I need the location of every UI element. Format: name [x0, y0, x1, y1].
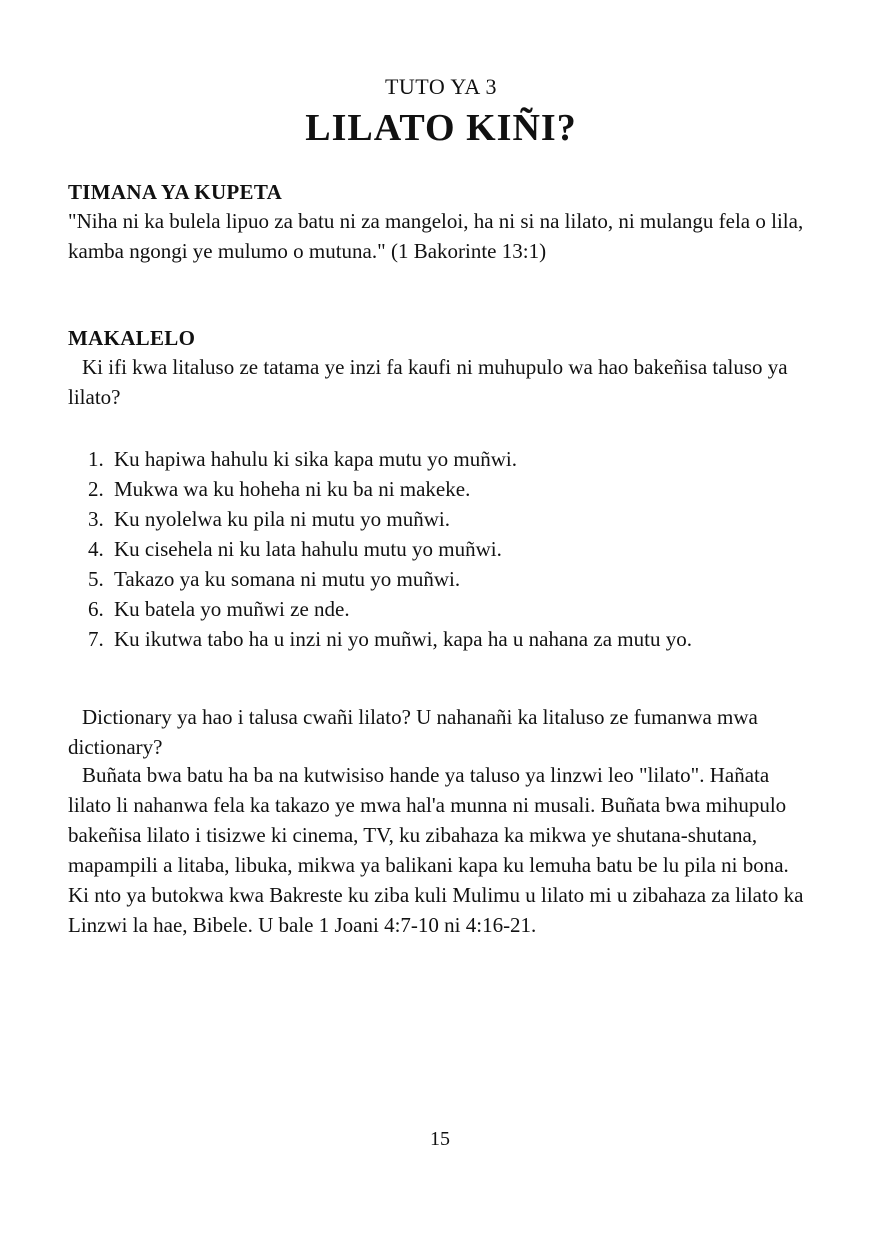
list-item-text: Ku batela yo muñwi ze nde.	[114, 597, 350, 621]
list-item	[88, 564, 728, 594]
list-item	[88, 444, 728, 474]
list-item-number: 7.	[88, 627, 104, 651]
page-number: 15	[430, 1128, 450, 1150]
list-item-number: 2.	[88, 477, 104, 501]
list-item-number: 4.	[88, 537, 104, 561]
list-item-text: Ku hapiwa hahulu ki sika kapa mutu yo muñwi.	[114, 447, 518, 471]
list-item-text: Ku cisehela ni ku lata hahulu mutu yo muñwi.	[114, 537, 502, 561]
list-item	[88, 504, 728, 534]
dictionary-question: Dictionary ya hao i talusa cwañi lilato? U nahanañi ka litaluso ze fumanwa mwa dictionary?	[68, 705, 758, 759]
list-item	[88, 594, 728, 624]
list-item-text: Takazo ya ku somana ni mutu yo muñwi.	[114, 567, 461, 591]
closing-paragraph: Buñata bwa batu ha ba na kutwisiso hande ya taluso ya linzwi leo "lilato". Hañata lilato li nahanwa fela ka takazo ye mwa hal'a munna ni musali. Buñata bwa mihupulo bakeñisa lilato i tisizwe ki cinema, TV, ku zibahaza ka mikwa ye shutana-shutana, mapampili a litaba, libuka, mikwa ya balikani kapa ku lemuha batu be lu pila ni bona. Ki nto ya butokwa kwa Bakreste ku ziba kuli Mulimu u lilato mi u zibahaza za lilato ka Linzwi la hae, Bibele. U bale 1 Joani 4:7-10 ni 4:16-21.	[68, 763, 804, 937]
lesson-title: LILATO KIÑI?	[305, 107, 577, 149]
list-item-number: 5.	[88, 567, 104, 591]
list-item-text: Ku nyolelwa ku pila ni mutu yo muñwi.	[114, 507, 450, 531]
lesson-label: TUTO YA 3	[384, 74, 498, 99]
list-item-number: 3.	[88, 507, 104, 531]
definition-list	[88, 444, 728, 654]
list-item-number: 6.	[88, 597, 104, 621]
list-item-text: Ku ikutwa tabo ha u inzi ni yo muñwi, kapa ha u nahana za mutu yo.	[114, 627, 692, 651]
memory-verse-text: "Niha ni ka bulela lipuo za batu ni za mangeloi, ha ni si na lilato, ni mulangu fela o lila, kamba ngongi ye mulumo o mutuna." (1 Bakorinte 13:1)	[68, 209, 804, 263]
list-item-text: Mukwa wa ku hoheha ni ku ba ni makeke.	[114, 477, 471, 501]
memory-verse-heading: TIMANA YA KUPETA	[68, 180, 283, 204]
list-item-number: 1.	[88, 447, 104, 471]
list-item	[88, 624, 728, 654]
discussion-heading: MAKALELO	[68, 326, 196, 350]
list-item	[88, 534, 728, 564]
list-item	[88, 474, 728, 504]
discussion-intro: Ki ifi kwa litaluso ze tatama ye inzi fa kaufi ni muhupulo wa hao bakeñisa taluso ya lilato?	[68, 355, 788, 409]
